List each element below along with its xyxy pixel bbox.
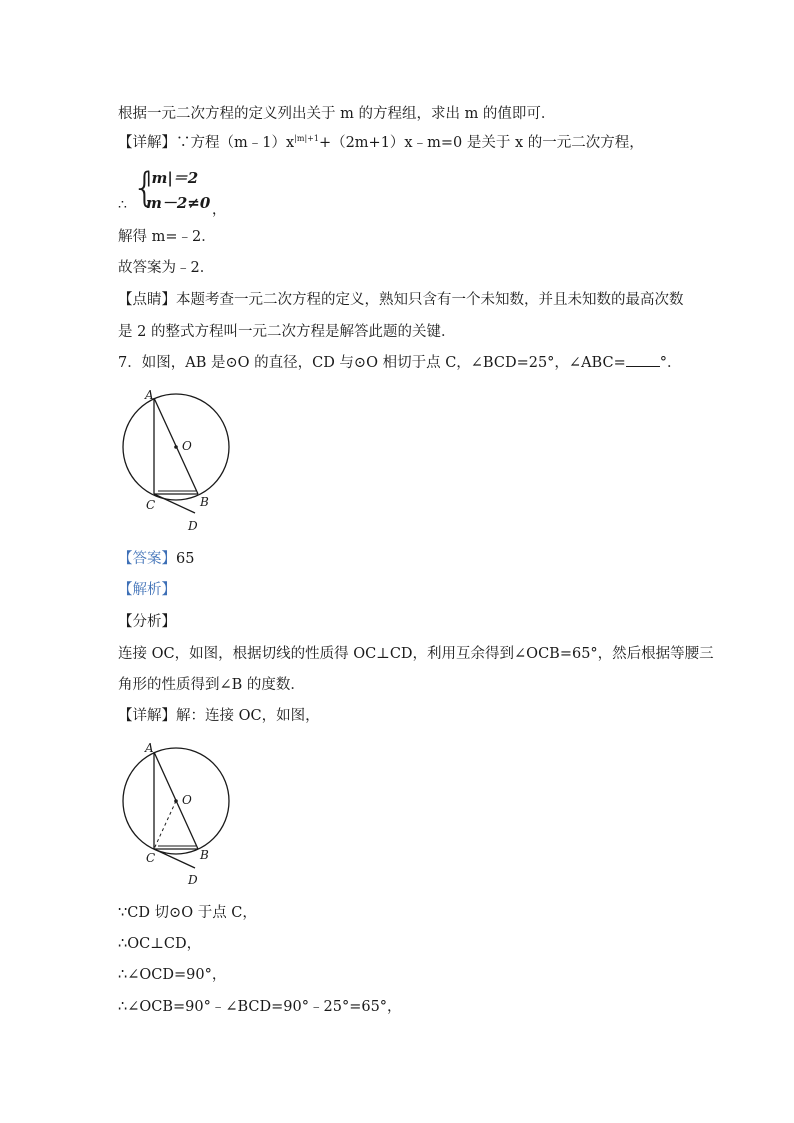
- equation-system: [118, 165, 268, 217]
- center-point: [174, 799, 178, 803]
- step-3: ∴∠OCD=90°，: [118, 967, 227, 983]
- detail-line-post: +（2m+1）x﹣m=0 是关于 x 的一元二次方程，: [318, 135, 644, 151]
- question-7-text: 7．如图，AB 是⊙O 的直径，CD 与⊙O 相切于点 C，∠BCD=25°，∠ABC=: [118, 355, 626, 371]
- question-7-end: °．: [659, 355, 682, 371]
- label-b: B: [200, 495, 209, 509]
- label-d: D: [188, 873, 198, 887]
- text-line-4: 解得 m=﹣2．: [118, 229, 216, 245]
- text-line-2: [118, 133, 644, 155]
- answer-blank: [626, 354, 660, 367]
- analysis-line-1: 连接 OC，如图，根据切线的性质得 OC⊥CD，利用互余得到∠OCB=65°，然后根据等腰三: [118, 646, 714, 662]
- label-a: A: [145, 388, 154, 402]
- label-c: C: [146, 498, 156, 512]
- label-o: O: [182, 439, 192, 453]
- figure-2: [110, 735, 250, 890]
- step-2: ∴OC⊥CD，: [118, 936, 202, 952]
- text-line-1: 根据一元二次方程的定义列出关于 m 的方程组，求出 m 的值即可．: [118, 106, 556, 122]
- text-line-5: 故答案为﹣2．: [118, 260, 215, 276]
- tangent-cd: [154, 494, 195, 513]
- question-7: [118, 353, 681, 373]
- answer-value: 65: [176, 551, 195, 567]
- equation-1: |m|＝2: [146, 169, 199, 187]
- label-d: D: [188, 519, 198, 533]
- text-line-6: 【点睛】本题考查一元二次方程的定义，熟知只含有一个未知数，并且未知数的最高次数: [118, 292, 684, 308]
- fenxi-tag: 【分析】: [118, 614, 176, 630]
- brace-icon: {: [132, 165, 158, 211]
- therefore-symbol: ∴: [118, 197, 127, 213]
- detail-line-pre: 【详解】∵方程（m﹣1）x: [118, 135, 295, 151]
- exponent: |m|+1: [294, 134, 319, 143]
- step-4: ∴∠OCB=90°﹣∠BCD=90°﹣25°=65°，: [118, 999, 402, 1015]
- system-comma: ，: [212, 202, 226, 218]
- detail-solution: 【详解】解：连接 OC，如图，: [118, 708, 320, 724]
- answer-tag: 【答案】: [118, 551, 176, 567]
- label-c: C: [146, 851, 156, 865]
- text-line-7: 是 2 的整式方程叫一元二次方程是解答此题的关键．: [118, 324, 456, 340]
- label-b: B: [200, 848, 209, 862]
- label-o: O: [182, 793, 192, 807]
- figure-1: [110, 382, 250, 537]
- analysis-tag: 【解析】: [118, 582, 176, 598]
- label-a: A: [145, 741, 154, 755]
- step-1: ∵CD 切⊙O 于点 C，: [118, 905, 257, 921]
- segment-oc-dashed: [154, 801, 176, 849]
- analysis-line-2: 角形的性质得到∠B 的度数．: [118, 677, 305, 693]
- center-point: [174, 445, 178, 449]
- equation-2: m－2≠0: [146, 194, 211, 212]
- answer-line: [118, 549, 194, 569]
